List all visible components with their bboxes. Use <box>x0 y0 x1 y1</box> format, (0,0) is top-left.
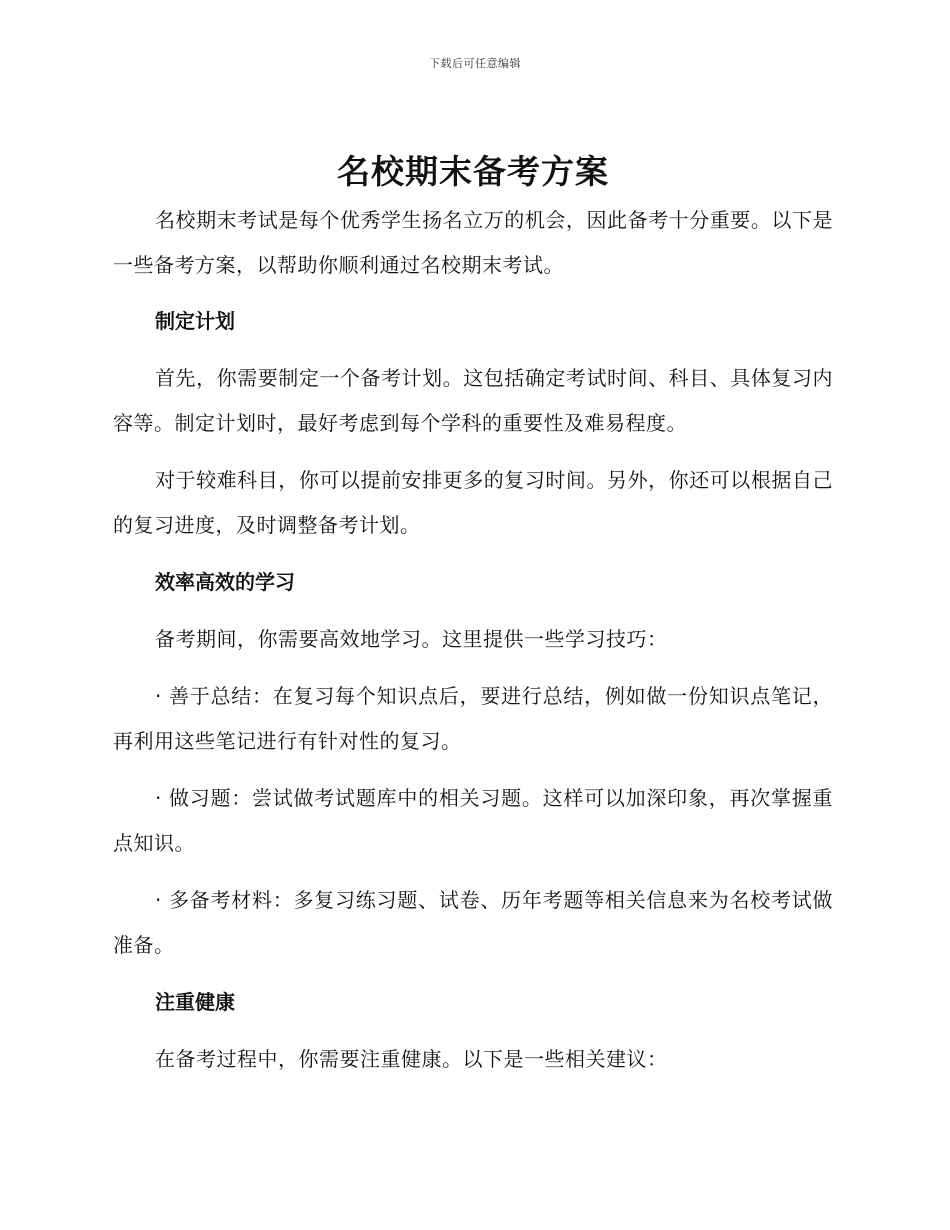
section-heading-plan: 制定计划 <box>155 309 235 333</box>
intro-paragraph: 名校期末考试是每个优秀学生扬名立万的机会，因此备考十分重要。以下是一些备考方案，以帮助你顺利通过名校期末考试。 <box>113 208 833 277</box>
paragraph: 在备考过程中，你需要注重健康。以下是一些相关建议： <box>155 1047 668 1071</box>
bullet-item: · 做习题：尝试做考试题库中的相关习题。这样可以加深印象，再次掌握重点知识。 <box>113 786 833 855</box>
document-title: 名校期末备考方案 <box>337 152 609 191</box>
section-heading-health: 注重健康 <box>155 990 235 1014</box>
paragraph: 首先，你需要制定一个备考计划。这包括确定考试时间、科目、具体复习内容等。制定计划时，最好考虑到每个学科的重要性及难易程度。 <box>113 366 833 435</box>
bullet-item: · 多备考材料：多复习练习题、试卷、历年考题等相关信息来为名校考试做准备。 <box>113 888 833 957</box>
section-heading-efficient-study: 效率高效的学习 <box>155 570 295 594</box>
paragraph: 对于较难科目，你可以提前安排更多的复习时间。另外，你还可以根据自己的复习进度，及时调整备考计划。 <box>113 468 833 537</box>
paragraph: 备考期间，你需要高效地学习。这里提供一些学习技巧： <box>155 627 668 651</box>
bullet-item: · 善于总结：在复习每个知识点后，要进行总结，例如做一份知识点笔记，再利用这些笔记进行有针对性的复习。 <box>113 684 833 753</box>
document-body <box>113 150 833 1094</box>
page-header-note: 下载后可任意编辑 <box>429 57 521 70</box>
